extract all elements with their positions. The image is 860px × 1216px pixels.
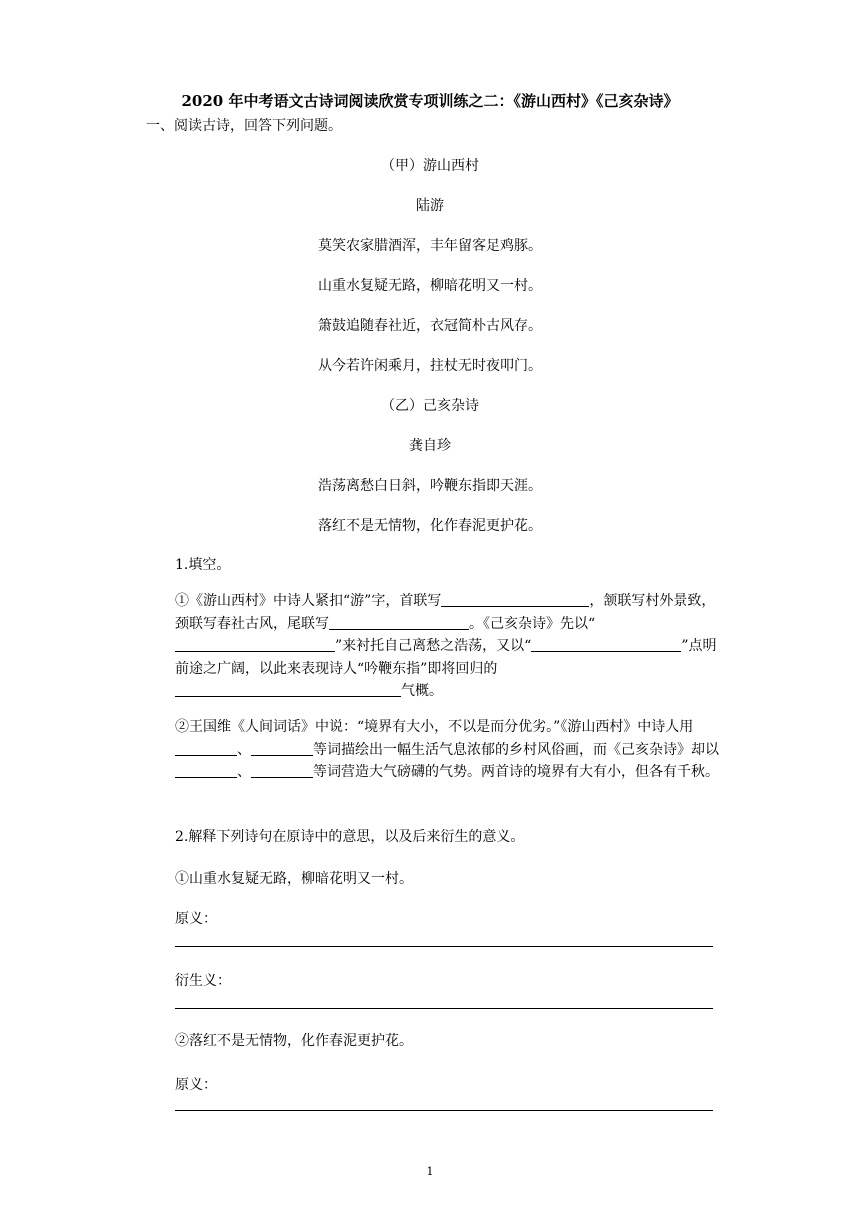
q1-item1-text: ①《游山西村》中诗人紧扣“游”字，首联写 xyxy=(175,593,442,609)
q1-item2-text: 等词描绘出一幅生活气息浓郁的乡村风俗画，而《己亥杂诗》却以 xyxy=(313,741,719,758)
answer-blank[interactable] xyxy=(175,681,401,697)
answer-line[interactable] xyxy=(175,1008,713,1009)
answer-blank[interactable] xyxy=(175,740,237,756)
poem1-title: （甲）游山西村 xyxy=(381,158,479,174)
q1-item2-text: 、 xyxy=(237,764,251,780)
answer-blank[interactable] xyxy=(251,740,313,756)
poem1-author: 陆游 xyxy=(416,198,444,214)
page-number: 1 xyxy=(426,1165,434,1178)
poem1-line: 从今若许闲乘月，拄杖无时夜叩门。 xyxy=(318,358,542,374)
poem2-line: 浩荡离愁白日斜，吟鞭东指即天涯。 xyxy=(318,478,542,494)
q1-item1-text: 气概。 xyxy=(401,683,443,699)
answer-blank[interactable] xyxy=(175,636,335,652)
q2-item1: ①山重水复疑无路，柳暗花明又一村。 xyxy=(175,871,413,887)
q1-item1-text: ”来衬托自己离愁之浩荡，又以“ xyxy=(335,638,532,654)
q1-heading: 1.填空。 xyxy=(175,557,231,573)
answer-blank[interactable] xyxy=(329,614,469,630)
q1-item2-text: 等词营造大气磅礴的气势。两首诗的境界有大有小，但各有千秋。 xyxy=(313,764,719,780)
original-meaning-label: 原义： xyxy=(175,911,217,927)
derived-meaning-label: 衍生义： xyxy=(175,973,231,989)
q1-item1-text: ”点明前途之广阔，以此来表现诗人“吟鞭东指”即将回归的 xyxy=(175,638,717,677)
poem1-line: 莫笑农家腊酒浑，丰年留客足鸡豚。 xyxy=(318,238,542,254)
poem2-author: 龚自珍 xyxy=(409,438,451,454)
poem2-line: 落红不是无情物，化作春泥更护花。 xyxy=(318,518,542,534)
document-title: 2020 年中考语文古诗词阅读欣赏专项训练之二：《游山西村》《己亥杂诗》 xyxy=(181,92,679,110)
q1-item1-text: 。《己亥杂诗》先以“ xyxy=(469,615,596,632)
poem1-line: 山重水复疑无路，柳暗花明又一村。 xyxy=(318,278,542,294)
q2-heading: 2.解释下列诗句在原诗中的意思，以及后来衍生的意义。 xyxy=(175,829,525,845)
original-meaning-label: 原义： xyxy=(175,1077,217,1093)
answer-blank[interactable] xyxy=(175,762,237,778)
answer-blank[interactable] xyxy=(441,591,589,607)
answer-blank[interactable] xyxy=(531,636,681,652)
poem1-line: 箫鼓追随春社近，衣冠简朴古风存。 xyxy=(318,318,542,334)
answer-line[interactable] xyxy=(175,946,713,947)
poem2-title: （乙）己亥杂诗 xyxy=(381,398,479,414)
q2-item2: ②落红不是无情物，化作春泥更护花。 xyxy=(175,1033,413,1049)
answer-line[interactable] xyxy=(175,1110,713,1111)
q1-item1 xyxy=(175,590,720,703)
q1-item2-text: 、 xyxy=(237,741,251,758)
q1-item1-text: ，颔联写村外景致，颈联写春社古风，尾联写 xyxy=(175,593,716,632)
section-heading: 一、阅读古诗，回答下列问题。 xyxy=(146,118,342,134)
q1-item2-text: ②王国维《人间词话》中说：“境界有大小，不以是而分优劣。”《游山西村》中诗人用 xyxy=(175,719,694,735)
answer-blank[interactable] xyxy=(251,762,313,778)
q1-item2 xyxy=(175,716,720,784)
